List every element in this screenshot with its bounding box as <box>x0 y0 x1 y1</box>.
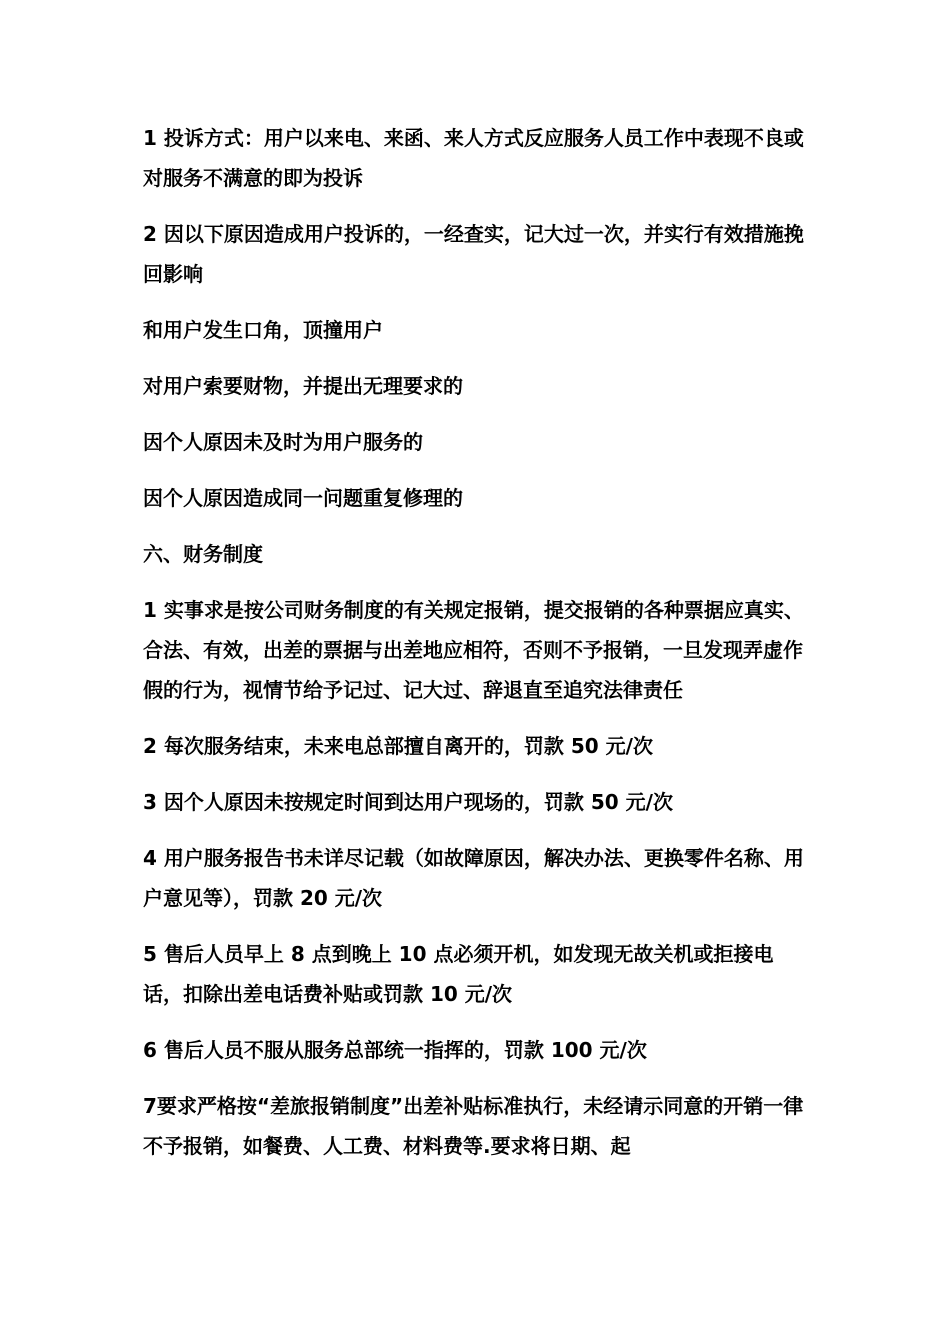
finance-rule-4: 4 用户服务报告书未详尽记载（如故障原因，解决办法、更换零件名称、用户意见等），罚款 20 元/次 <box>143 846 804 910</box>
complaint-method-paragraph: 1 投诉方式：用户以来电、来函、来人方式反应服务人员工作中表现不良或对服务不满意的即为投诉 <box>143 126 804 190</box>
finance-rule-7: 7要求严格按“差旅报销制度”出差补贴标准执行，未经请示同意的开销一律不予报销，如餐费、人工费、材料费等.要求将日期、起 <box>143 1094 804 1158</box>
cause-item-late-service: 因个人原因未及时为用户服务的 <box>143 430 423 454</box>
section-heading-finance: 六、财务制度 <box>143 542 263 566</box>
complaint-causes-paragraph: 2 因以下原因造成用户投诉的，一经查实，记大过一次，并实行有效措施挽回影响 <box>143 222 804 286</box>
document-body <box>143 118 813 1182</box>
finance-rule-1: 1 实事求是按公司财务制度的有关规定报销，提交报销的各种票据应真实、合法、有效，出差的票据与出差地应相符，否则不予报销，一旦发现弄虚作假的行为，视情节给予记过、记大过、辞退直至追究法律责任 <box>143 598 804 702</box>
cause-item-argue: 和用户发生口角，顶撞用户 <box>143 318 383 342</box>
finance-rule-2: 2 每次服务结束，未来电总部擅自离开的，罚款 50 元/次 <box>143 734 653 758</box>
cause-item-demand-property: 对用户索要财物，并提出无理要求的 <box>143 374 463 398</box>
finance-rule-3: 3 因个人原因未按规定时间到达用户现场的，罚款 50 元/次 <box>143 790 673 814</box>
finance-rule-6: 6 售后人员不服从服务总部统一指挥的，罚款 100 元/次 <box>143 1038 647 1062</box>
cause-item-repeat-repair: 因个人原因造成同一问题重复修理的 <box>143 486 463 510</box>
finance-rule-5: 5 售后人员早上 8 点到晚上 10 点必须开机，如发现无故关机或拒接电话，扣除出差电话费补贴或罚款 10 元/次 <box>143 942 774 1006</box>
